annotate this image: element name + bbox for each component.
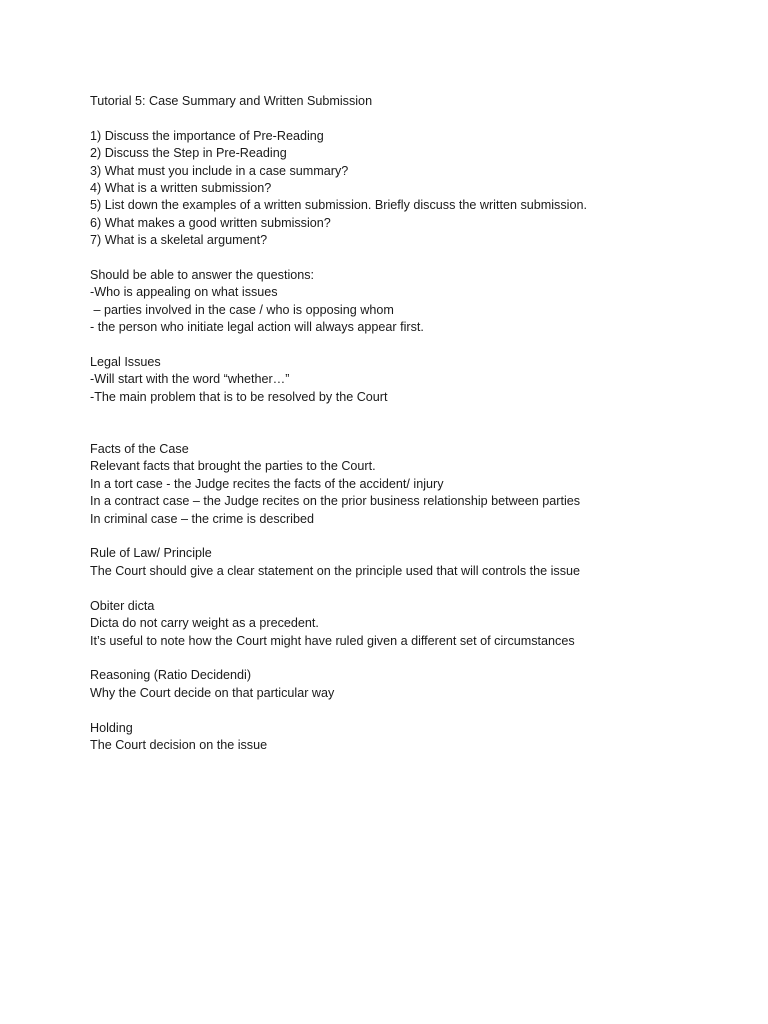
section-heading: Should be able to answer the questions:	[90, 268, 315, 283]
section-heading: Reasoning (Ratio Decidendi)	[90, 668, 252, 683]
question-7: 7) What is a skeletal argument?	[90, 233, 268, 248]
spacer	[90, 406, 750, 441]
section-line: -Will start with the word “whether…”	[90, 372, 290, 387]
section-line: -The main problem that is to be resolved by the Court	[90, 389, 388, 404]
section-line: The Court decision on the issue	[90, 737, 268, 752]
section-line: Dicta do not carry weight as a precedent.	[90, 616, 319, 631]
question-6: 6) What makes a good written submission?	[90, 215, 331, 230]
section-line: In a tort case - the Judge recites the facts of the accident/ injury	[90, 476, 444, 491]
spacer	[90, 250, 750, 267]
question-1: 1) Discuss the importance of Pre-Reading	[90, 128, 324, 143]
spacer	[90, 702, 750, 719]
question-2: 2) Discuss the Step in Pre-Reading	[90, 146, 287, 161]
section-heading: Obiter dicta	[90, 598, 155, 613]
section-line: Relevant facts that brought the parties to the Court.	[90, 459, 376, 474]
section-heading: Legal Issues	[90, 355, 161, 370]
section-line: - the person who initiate legal action will always appear first.	[90, 320, 424, 335]
section-heading: Rule of Law/ Principle	[90, 546, 212, 561]
spacer	[90, 110, 750, 127]
section-line: -Who is appealing on what issues	[90, 285, 278, 300]
question-5: 5) List down the examples of a written submission. Briefly discuss the written submission.	[90, 198, 587, 213]
section-line: It’s useful to note how the Court might have ruled given a different set of circumstances	[90, 633, 575, 648]
section-heading: Holding	[90, 720, 133, 735]
section-line: In criminal case – the crime is described	[90, 511, 314, 526]
document-body	[90, 93, 750, 754]
spacer	[90, 528, 750, 545]
section-line: – parties involved in the case / who is opposing whom	[90, 302, 394, 317]
section-line: The Court should give a clear statement on the principle used that will controls the issue	[90, 563, 581, 578]
section-line: Why the Court decide on that particular way	[90, 685, 335, 700]
spacer	[90, 580, 750, 597]
spacer	[90, 650, 750, 667]
document-title: Tutorial 5: Case Summary and Written Submission	[90, 94, 373, 108]
section-heading: Facts of the Case	[90, 442, 189, 457]
question-3: 3) What must you include in a case summary?	[90, 163, 349, 178]
question-4: 4) What is a written submission?	[90, 181, 272, 196]
spacer	[90, 337, 750, 354]
section-line: In a contract case – the Judge recites on the prior business relationship between parties	[90, 494, 581, 509]
